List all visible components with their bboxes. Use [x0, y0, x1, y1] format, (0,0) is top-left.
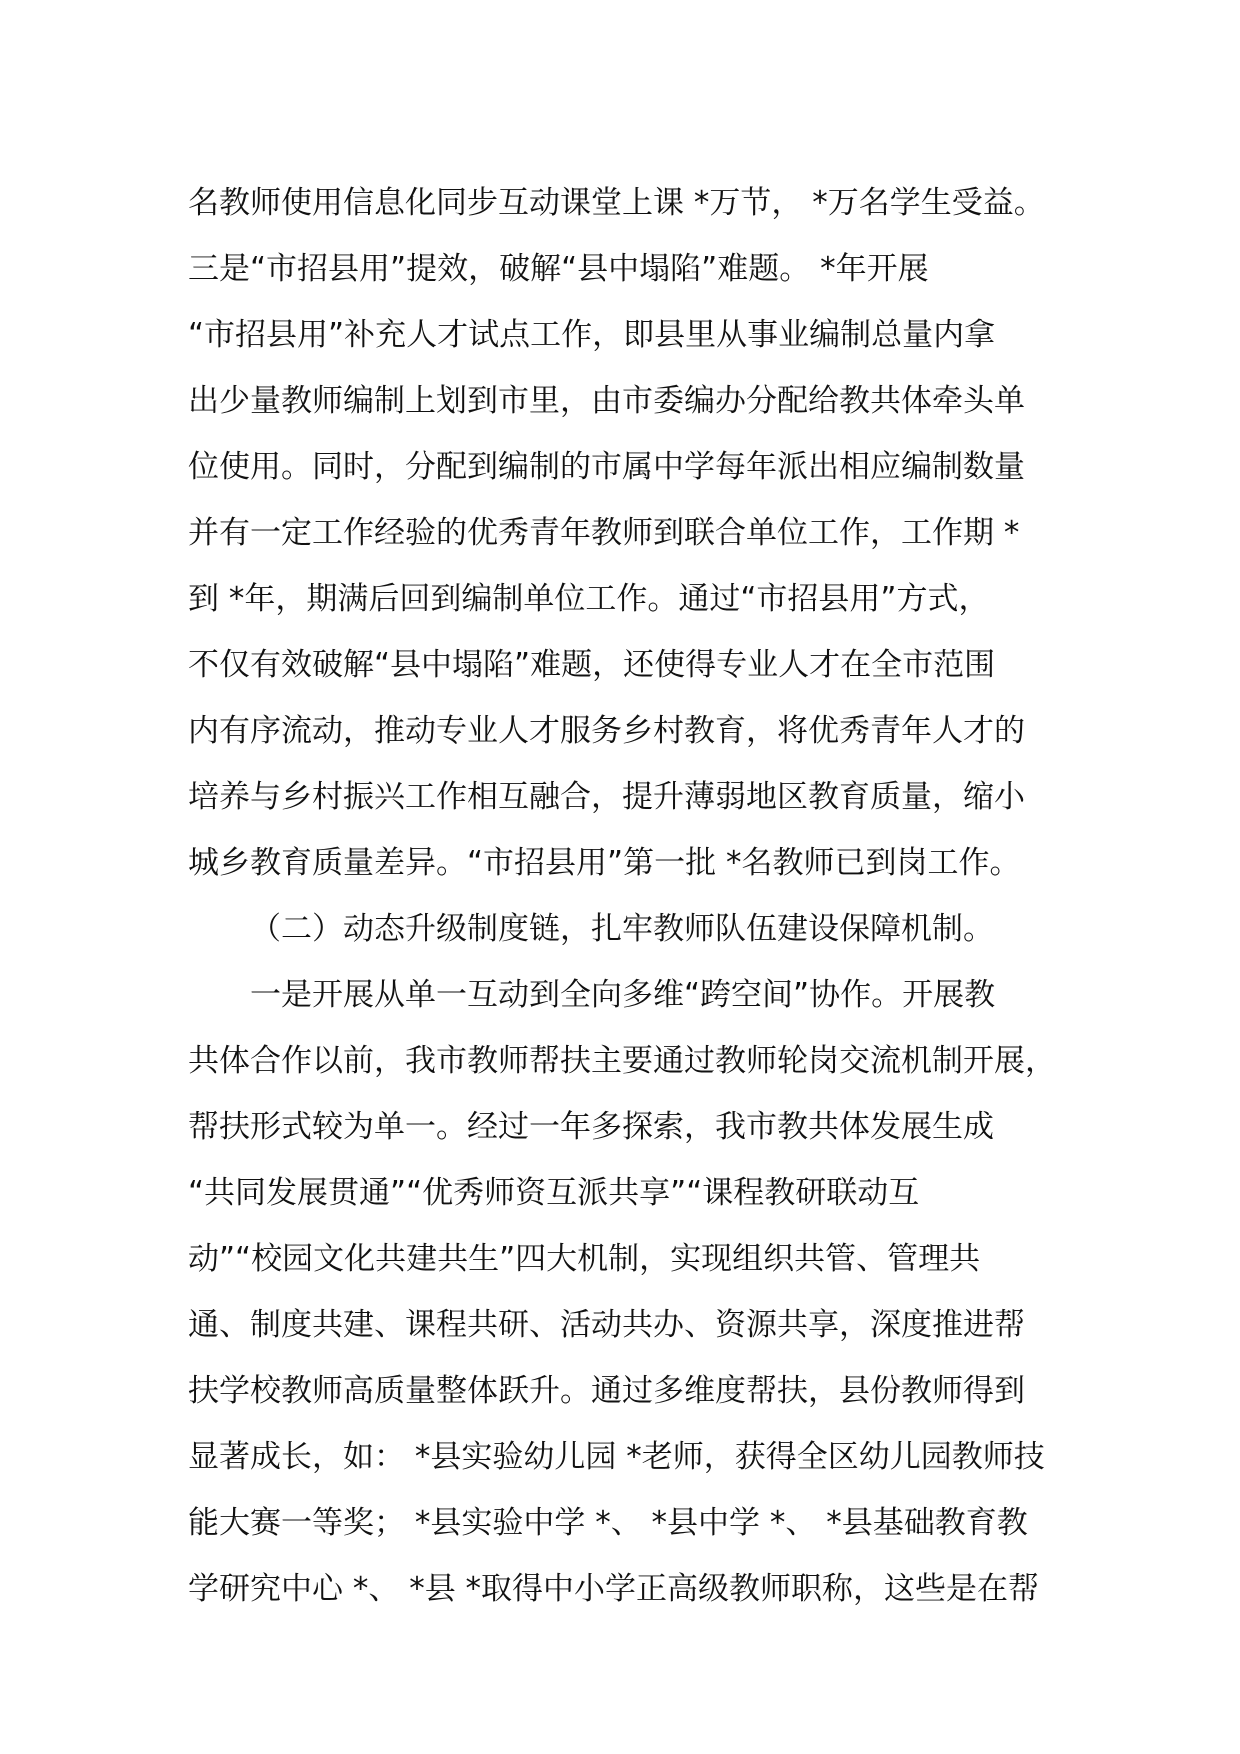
text-line: 到 *年，期满后回到编制单位工作。通过“市招县用”方式， [188, 581, 990, 617]
section-heading: （二）动态升级制度链，扎牢教师队伍建设保障机制。 [250, 911, 994, 947]
text-line: 内有序流动，推动专业人才服务乡村教育，将优秀青年人才的 [188, 713, 1025, 749]
text-line: 通、制度共建、课程共研、活动共办、资源共享，深度推进帮 [188, 1307, 1025, 1343]
text-line: 培养与乡村振兴工作相互融合，提升薄弱地区教育质量，缩小 [188, 779, 1025, 815]
text-line: 出少量教师编制上划到市里，由市委编办分配给教共体牵头单 [188, 383, 1025, 419]
text-line: 三是“市招县用”提效，破解“县中塌陷”难题。 *年开展 [188, 251, 929, 287]
text-line: 共体合作以前，我市教师帮扶主要通过教师轮岗交流机制开展， [188, 1043, 1056, 1079]
text-line: 城乡教育质量差异。“市招县用”第一批 *名教师已到岗工作。 [188, 845, 1021, 881]
text-line: 动”“校园文化共建共生”四大机制，实现组织共管、管理共 [188, 1241, 981, 1277]
paragraph-first-line: 一是开展从单一互动到全向多维“跨空间”协作。开展教 [250, 977, 996, 1013]
text-line: 位使用。同时，分配到编制的市属中学每年派出相应编制数量 [188, 449, 1025, 485]
text-line: 并有一定工作经验的优秀青年教师到联合单位工作，工作期 * [188, 515, 1020, 551]
text-line: 学研究中心 *、 *县 *取得中小学正高级教师职称，这些是在帮 [188, 1571, 1040, 1607]
text-line: 不仅有效破解“县中塌陷”难题，还使得专业人才在全市范围 [188, 647, 996, 683]
text-line: 显著成长，如： *县实验幼儿园 *老师，获得全区幼儿园教师技 [188, 1439, 1045, 1475]
body-text [188, 170, 1068, 1622]
text-line: 名教师使用信息化同步互动课堂上课 *万节， *万名学生受益。 [188, 185, 1045, 221]
text-line: “市招县用”补充人才试点工作，即县里从事业编制总量内拿 [188, 317, 996, 353]
text-line: 扶学校教师高质量整体跃升。通过多维度帮扶，县份教师得到 [188, 1373, 1025, 1409]
text-line: 帮扶形式较为单一。经过一年多探索，我市教共体发展生成 [188, 1109, 994, 1145]
text-line: 能大赛一等奖； *县实验中学 *、 *县中学 *、 *县基础教育教 [188, 1505, 1028, 1541]
text-line: “共同发展贯通”“优秀师资互派共享”“课程教研联动互 [188, 1175, 920, 1211]
